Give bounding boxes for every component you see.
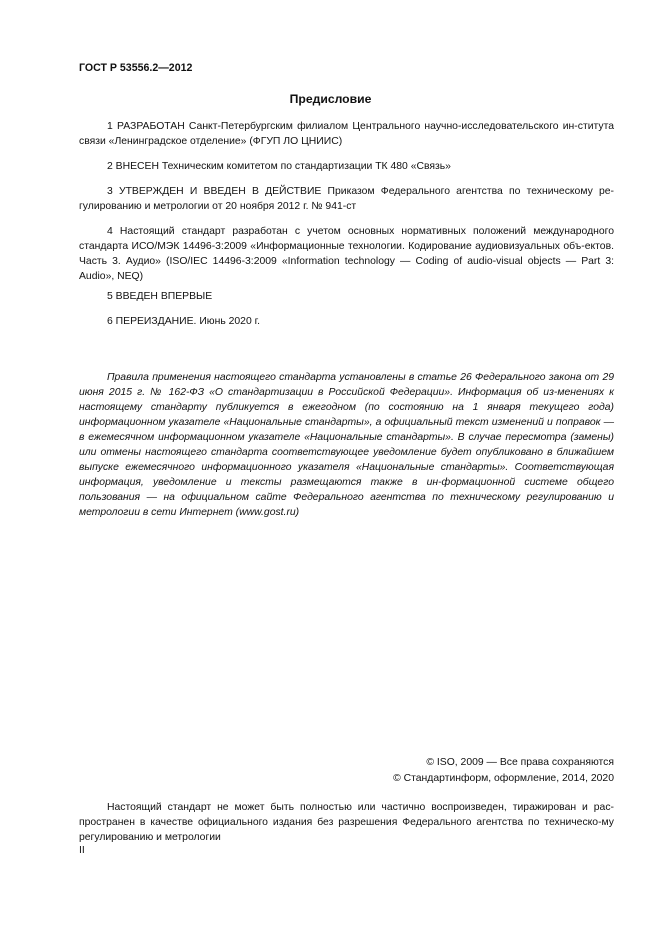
- item-number: 6: [107, 316, 113, 327]
- section-title: Предисловие: [289, 92, 372, 106]
- copyright-standartinform: © Стандартинформ, оформление, 2014, 2020: [393, 773, 614, 784]
- foreword-item-3: [79, 184, 614, 214]
- foreword-item-5: [79, 289, 614, 304]
- item-text: Настоящий стандарт разработан с учетом основных нормативных положений международного стандарта ИСО/МЭК 14496-3:2009 «Информационные технологии. Кодирование аудиовизуальных объ-ектов. Часть 3. Аудио» (ISO/IEC 14496-3:2009 «Information technology — Coding of audio-visual objects — Part 3: Audio», NEQ): [79, 226, 614, 282]
- item-text: УТВЕРЖДЕН И ВВЕДЕН В ДЕЙСТВИЕ Приказом Федерального агентства по техническому ре-гулированию и метрологии от 20 ноября 2012 г. № 941-ст: [79, 186, 614, 212]
- copyright-iso: © ISO, 2009 — Все права сохраняются: [426, 757, 614, 768]
- item-number: 5: [107, 291, 113, 302]
- reproduction-notice-text: Настоящий стандарт не может быть полностью или частично воспроизведен, тиражирован и рас-пространен в качестве официального издания без разрешения Федерального агентства по техническо-му регулированию и метрологии: [79, 802, 614, 843]
- foreword-item-6: [79, 314, 614, 329]
- foreword-item-2: [79, 159, 614, 174]
- item-text: ВНЕСЕН Техническим комитетом по стандартизации ТК 480 «Связь»: [115, 161, 451, 172]
- application-rules-notice: Правила применения настоящего стандарта установлены в статье 26 Федерального закона от 29 июня 2015 г. № 162-ФЗ «О стандартизации в Российской Федерации». Информация об из-менениях к настоящему стандарту публикуется в ежегодном (по состоянию на 1 января текущего года) информационном указателе «Национальные стандарты», а официальный текст изменений и поправок — в ежемесячном информационном указателе «Национальные стандарты». В случае пересмотра (замены) или отмены настоящего стандарта соответствующее уведомление будет опубликовано в ближайшем выпуске ежемесячного информационного указателя «Национальные стандарты». Соответствующая информация, уведомление и тексты размещаются также в ин-формационной системе общего пользования — на официальном сайте Федерального агентства по техническому регулированию и метрологии в сети Интернет (www.gost.ru): [79, 372, 614, 518]
- item-number: 3: [107, 186, 113, 197]
- page-number: II: [79, 845, 85, 856]
- item-number: 4: [107, 226, 113, 237]
- foreword-item-1: [79, 119, 614, 149]
- item-text: ВВЕДЕН ВПЕРВЫЕ: [115, 291, 213, 302]
- item-number: 1: [107, 121, 113, 132]
- item-text: ПЕРЕИЗДАНИЕ. Июнь 2020 г.: [115, 316, 261, 327]
- item-text: РАЗРАБОТАН Санкт-Петербургским филиалом Центрального научно-исследовательского ин-ститута связи «Ленинградское отделение» (ФГУП ЛО ЦНИИС): [79, 121, 615, 147]
- document-id-header: ГОСТ Р 53556.2—2012: [79, 62, 193, 74]
- item-number: 2: [107, 161, 113, 172]
- reproduction-notice: [79, 800, 614, 845]
- foreword-item-4: [79, 224, 614, 284]
